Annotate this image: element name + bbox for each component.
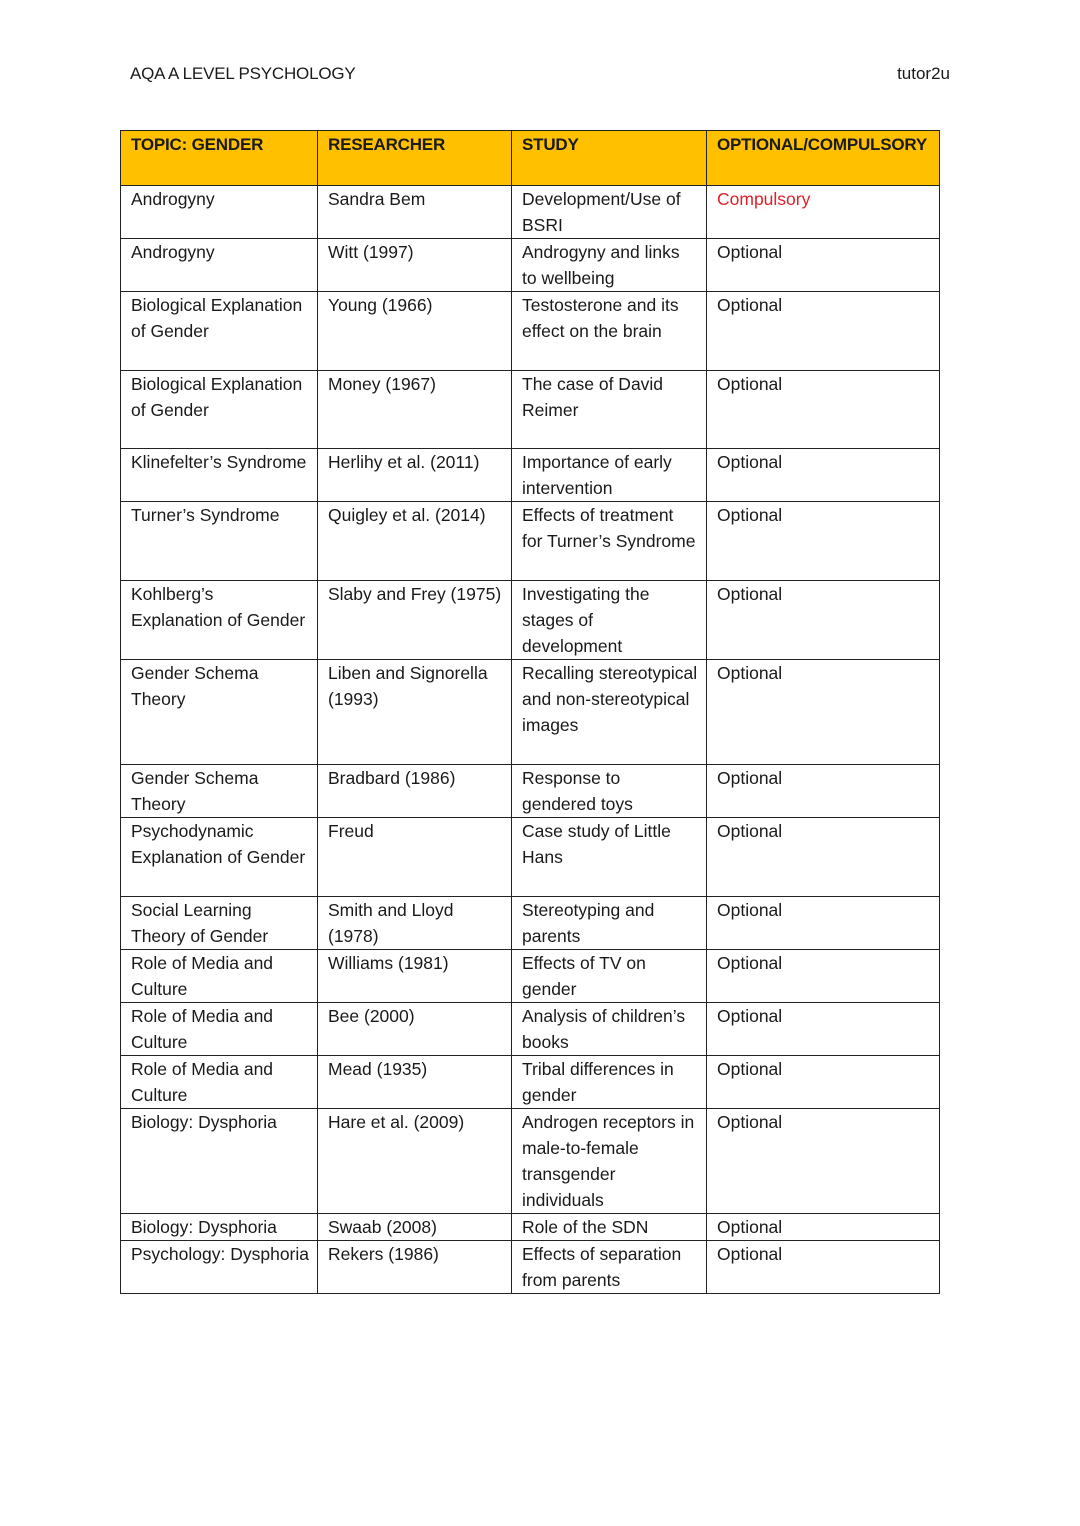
cell-topic: Androgyny (121, 239, 318, 292)
cell-topic: Role of Media and Culture (121, 950, 318, 1003)
cell-topic: Role of Media and Culture (121, 1056, 318, 1109)
cell-status: Optional (707, 1214, 940, 1241)
cell-researcher: Money (1967) (318, 371, 512, 449)
cell-study: Case study of Little Hans (512, 818, 707, 897)
cell-study: Recalling stereotypical and non-stereotypical images (512, 660, 707, 765)
table-row (121, 1214, 940, 1241)
table-row (121, 950, 940, 1003)
cell-topic: Androgyny (121, 186, 318, 239)
cell-topic: Turner’s Syndrome (121, 502, 318, 581)
cell-topic: Gender Schema Theory (121, 765, 318, 818)
cell-study: Stereotyping and parents (512, 897, 707, 950)
brand-name: tutor2u (897, 64, 950, 83)
cell-status: Optional (707, 1003, 940, 1056)
page-header (130, 64, 950, 90)
table-row (121, 186, 940, 239)
column-header-researcher: RESEARCHER (318, 131, 512, 186)
cell-status: Optional (707, 239, 940, 292)
table-row (121, 581, 940, 660)
table-row (121, 660, 940, 765)
cell-status: Optional (707, 449, 940, 502)
cell-status: Optional (707, 897, 940, 950)
cell-topic: Psychodynamic Explanation of Gender (121, 818, 318, 897)
gender-studies-table (120, 130, 940, 1294)
cell-researcher: Freud (318, 818, 512, 897)
cell-study: The case of David Reimer (512, 371, 707, 449)
cell-status: Compulsory (707, 186, 940, 239)
cell-researcher: Witt (1997) (318, 239, 512, 292)
cell-status: Optional (707, 765, 940, 818)
cell-topic: Klinefelter’s Syndrome (121, 449, 318, 502)
cell-study: Analysis of children’s books (512, 1003, 707, 1056)
table-row (121, 371, 940, 449)
cell-status: Optional (707, 660, 940, 765)
cell-status: Optional (707, 950, 940, 1003)
cell-researcher: Quigley et al. (2014) (318, 502, 512, 581)
cell-status: Optional (707, 818, 940, 897)
table-row (121, 1056, 940, 1109)
cell-researcher: Liben and Signorella (1993) (318, 660, 512, 765)
table-row (121, 765, 940, 818)
cell-researcher: Young (1966) (318, 292, 512, 371)
cell-status: Optional (707, 1109, 940, 1214)
cell-status: Optional (707, 1241, 940, 1294)
course-title: AQA A LEVEL PSYCHOLOGY (130, 64, 356, 83)
cell-researcher: Bee (2000) (318, 1003, 512, 1056)
cell-researcher: Mead (1935) (318, 1056, 512, 1109)
cell-study: Testosterone and its effect on the brain (512, 292, 707, 371)
cell-topic: Gender Schema Theory (121, 660, 318, 765)
cell-study: Tribal differences in gender (512, 1056, 707, 1109)
cell-researcher: Sandra Bem (318, 186, 512, 239)
cell-status: Optional (707, 581, 940, 660)
table-row (121, 1003, 940, 1056)
cell-study: Development/Use of BSRI (512, 186, 707, 239)
table-row (121, 897, 940, 950)
cell-status: Optional (707, 1056, 940, 1109)
column-header-study: STUDY (512, 131, 707, 186)
cell-topic: Biological Explanation of Gender (121, 292, 318, 371)
column-header-topic: TOPIC: GENDER (121, 131, 318, 186)
cell-study: Effects of separation from parents (512, 1241, 707, 1294)
table-row (121, 1109, 940, 1214)
cell-study: Investigating the stages of development (512, 581, 707, 660)
cell-researcher: Smith and Lloyd (1978) (318, 897, 512, 950)
cell-researcher: Slaby and Frey (1975) (318, 581, 512, 660)
table-row (121, 818, 940, 897)
cell-researcher: Williams (1981) (318, 950, 512, 1003)
cell-topic: Biology: Dysphoria (121, 1109, 318, 1214)
cell-study: Role of the SDN (512, 1214, 707, 1241)
cell-researcher: Rekers (1986) (318, 1241, 512, 1294)
cell-researcher: Herlihy et al. (2011) (318, 449, 512, 502)
cell-study: Androgen receptors in male-to-female transgender individuals (512, 1109, 707, 1214)
cell-study: Androgyny and links to wellbeing (512, 239, 707, 292)
table-body (121, 186, 940, 1294)
column-header-status: OPTIONAL/COMPULSORY (707, 131, 940, 186)
cell-status: Optional (707, 371, 940, 449)
cell-status: Optional (707, 502, 940, 581)
cell-topic: Biology: Dysphoria (121, 1214, 318, 1241)
cell-study: Effects of treatment for Turner’s Syndrome (512, 502, 707, 581)
cell-status: Optional (707, 292, 940, 371)
cell-topic: Social Learning Theory of Gender (121, 897, 318, 950)
cell-topic: Biological Explanation of Gender (121, 371, 318, 449)
cell-topic: Kohlberg’s Explanation of Gender (121, 581, 318, 660)
cell-study: Response to gendered toys (512, 765, 707, 818)
table-row (121, 239, 940, 292)
cell-researcher: Swaab (2008) (318, 1214, 512, 1241)
table-row (121, 1241, 940, 1294)
table-row (121, 449, 940, 502)
table-header-row (121, 131, 940, 186)
cell-study: Effects of TV on gender (512, 950, 707, 1003)
table-row (121, 502, 940, 581)
cell-researcher: Hare et al. (2009) (318, 1109, 512, 1214)
cell-topic: Role of Media and Culture (121, 1003, 318, 1056)
table-row (121, 292, 940, 371)
cell-study: Importance of early intervention (512, 449, 707, 502)
cell-researcher: Bradbard (1986) (318, 765, 512, 818)
cell-topic: Psychology: Dysphoria (121, 1241, 318, 1294)
